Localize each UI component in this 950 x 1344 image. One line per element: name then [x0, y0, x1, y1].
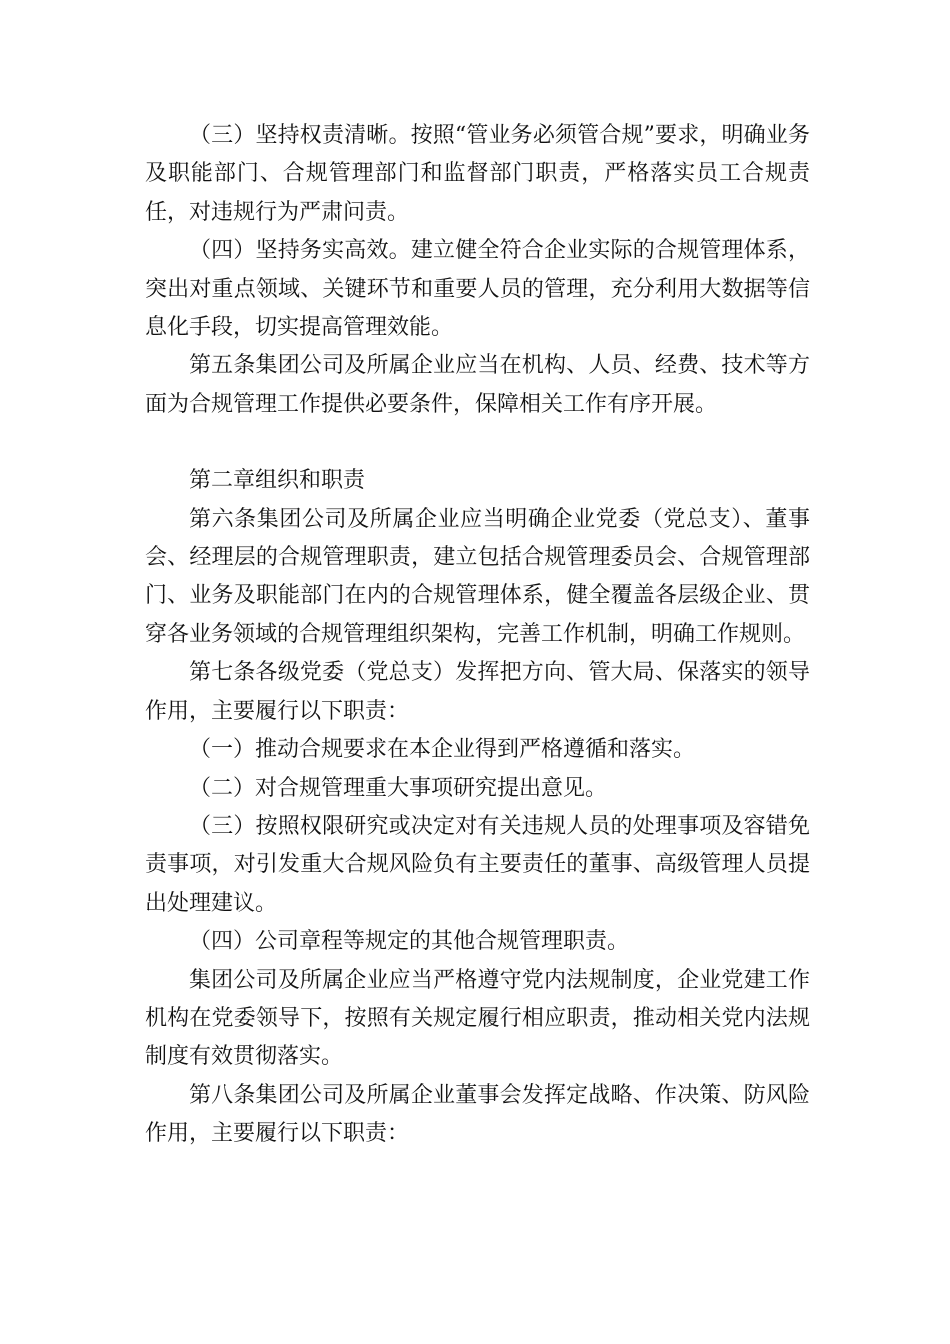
document-body — [145, 117, 810, 1154]
paragraph-party-rules: 集团公司及所属企业应当严格遵守党内法规制度，企业党建工作机构在党委领导下，按照有关规定履行相应职责，推动相关党内法规制度有效贯彻落实。 — [145, 967, 810, 1070]
paragraph-duty-2: （二）对合规管理重大事项研究提出意见。 — [189, 775, 608, 801]
paragraph-article-7: 第七条各级党委（党总支）发挥把方向、管大局、保落实的领导作用，主要履行以下职责： — [145, 660, 810, 724]
paragraph-duty-1: （一）推动合规要求在本企业得到严格遵循和落实。 — [189, 737, 696, 763]
paragraph-article-6: 第六条集团公司及所属企业应当明确企业党委（党总支）、董事会、经理层的合规管理职责，建立包括合规管理委员会、合规管理部门、业务及职能部门在内的合规管理体系，健全覆盖各层级企业、贯穿各业务领域的合规管理组织架构，完善工作机制，明确工作规则。 — [145, 506, 810, 647]
paragraph-duty-4: （四）公司章程等规定的其他合规管理职责。 — [189, 929, 630, 955]
paragraph-article-8: 第八条集团公司及所属企业董事会发挥定战略、作决策、防风险作用，主要履行以下职责： — [145, 1082, 810, 1147]
paragraph-duty-3: （三）按照权限研究或决定对有关违规人员的处理事项及容错免责事项，对引发重大合规风险负有主要责任的董事、高级管理人员提出处理建议。 — [145, 813, 810, 916]
section-spacer — [145, 424, 810, 462]
paragraph-principle-4: （四）坚持务实高效。建立健全符合企业实际的合规管理体系，突出对重点领域、关键环节和重要人员的管理，充分利用大数据等信息化手段，切实提高管理效能。 — [145, 238, 810, 341]
paragraph-principle-3: （三）坚持权责清晰。按照“管业务必须管合规”要求，明确业务及职能部门、合规管理部门和监督部门职责，严格落实员工合规责任，对违规行为严肃问责。 — [145, 123, 810, 225]
chapter-2-heading: 第二章组织和职责 — [189, 468, 366, 494]
paragraph-article-5: 第五条集团公司及所属企业应当在机构、人员、经费、技术等方面为合规管理工作提供必要条件，保障相关工作有序开展。 — [145, 353, 810, 417]
